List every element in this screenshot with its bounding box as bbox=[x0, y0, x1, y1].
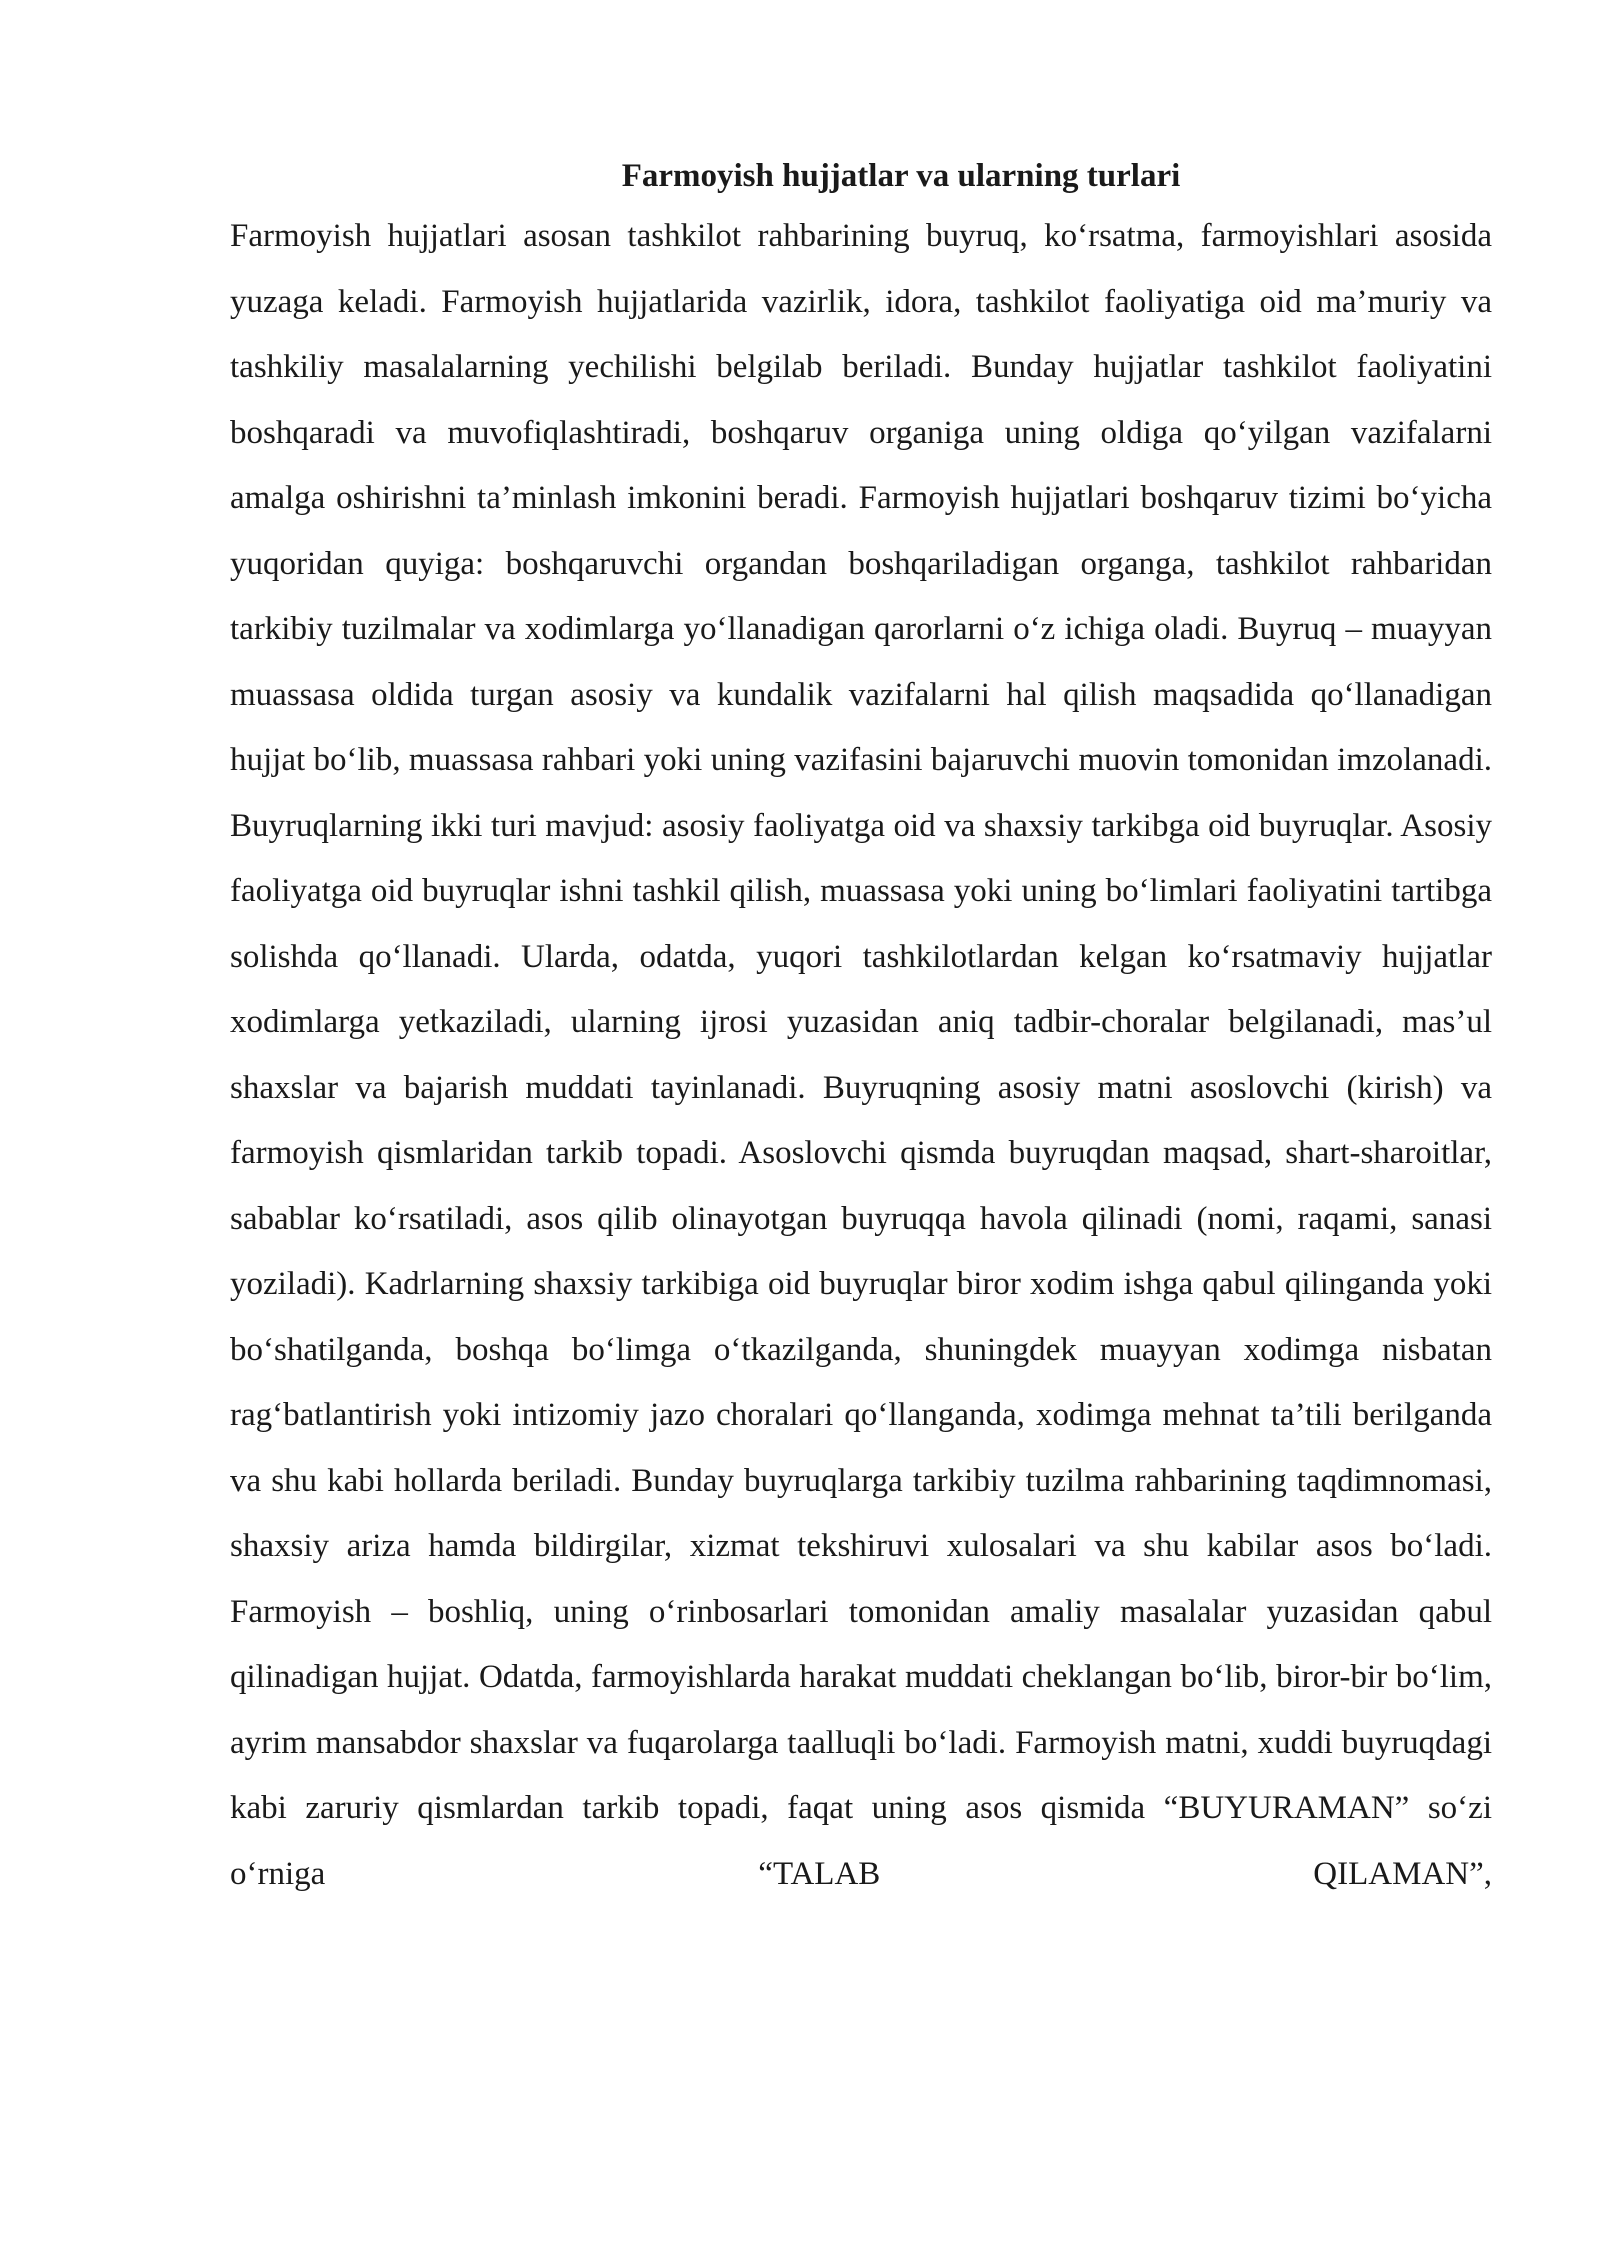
document-title: Farmoyish hujjatlar va ularning turlari bbox=[621, 158, 1181, 194]
document-paragraph: Farmoyish hujjatlari asosan tashkilot rahbarining buyruq, ko‘rsatma, farmoyishlari asosida yuzaga keladi. Farmoyish hujjatlarida vazirlik, idora, tashkilot faoliyatiga oid ma’muriy va tashkiliy masalalarning yechilishi belgilab beriladi. Bunday hujjatlar tashkilot faoliyatini boshqaradi va muvofiqlashtiradi, boshqaruv organiga uning oldiga qo‘yilgan vazifalarni amalga oshirishni ta’minlash imkonini beradi. Farmoyish hujjatlari boshqaruv tizimi bo‘yicha yuqoridan quyiga: boshqaruvchi organdan boshqariladigan organga, tashkilot rahbaridan tarkibiy tuzilmalar va xodimlarga yo‘llanadigan qarorlarni o‘z ichiga oladi. Buyruq – muayyan muassasa oldida turgan asosiy va kundalik vazifalarni hal qilish maqsadida qo‘llanadigan hujjat bo‘lib, muassasa rahbari yoki uning vazifasini bajaruvchi muovin tomonidan imzolanadi. Buyruqlarning ikki turi mavjud: asosiy faoliyatga oid va shaxsiy tarkibga oid buyruqlar. Asosiy faoliyatga oid buyruqlar ishni tashkil qilish, muassasa yoki uning bo‘limlari faoliyatini tartibga solishda qo‘llanadi. Ularda, odatda, yuqori tashkilotlardan kelgan ko‘rsatmaviy hujjatlar xodimlarga yetkaziladi, ularning ijrosi yuzasidan aniq tadbir-choralar belgilanadi, mas’ul shaxslar va bajarish muddati tayinlanadi. Buyruqning asosiy matni asoslovchi (kirish) va farmoyish qismlaridan tarkib topadi. Asoslovchi qismda buyruqdan maqsad, shart-sharoitlar, sabablar ko‘rsatiladi, asos qilib olinayotgan buyruqqa havola qilinadi (nomi, raqami, sanasi yoziladi). Kadrlarning shaxsiy tarkibiga oid buyruqlar biror xodim ishga qabul qilinganda yoki bo‘shatilganda, boshqa bo‘limga o‘tkazilganda, shuningdek muayyan xodimga nisbatan rag‘batlantirish yoki intizomiy jazo choralari qo‘llanganda, xodimga mehnat ta’tili berilganda va shu kabi hollarda beriladi. Bunday buyruqlarga tarkibiy tuzilma rahbarining taqdimnomasi, shaxsiy ariza hamda bildirgilar, xizmat tekshiruvi xulosalari va shu kabilar asos bo‘ladi. Farmoyish – boshliq, uning o‘rinbosarlari tomonidan amaliy masalalar yuzasidan qabul qilinadigan hujjat. Odatda, farmoyishlarda harakat muddati cheklangan bo‘lib, biror-bir bo‘lim, ayrim mansabdor shaxslar va fuqarolarga taalluqli bo‘ladi. Farmoyish matni, xuddi buyruqdagi kabi zaruriy qismlardan tarkib topadi, faqat uning asos qismida “BUYURAMAN” so‘zi o‘rniga “TALAB QILAMAN”, bbox=[230, 218, 1492, 1892]
document-content bbox=[230, 148, 1492, 1907]
